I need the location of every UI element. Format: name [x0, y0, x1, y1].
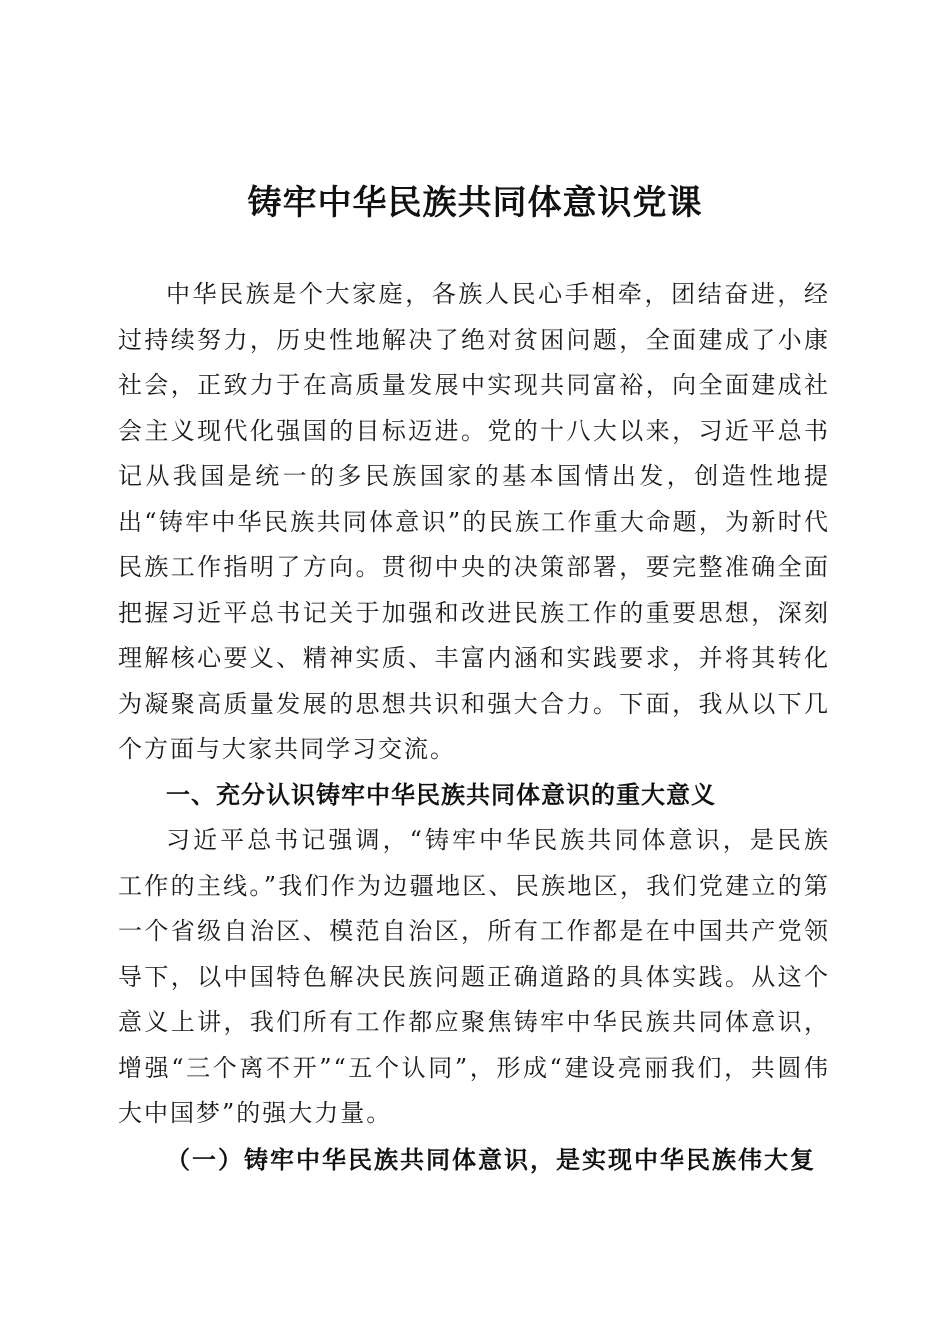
section-heading: 一、充分认识铸牢中华民族共同体意识的重大意义	[166, 780, 716, 809]
section-paragraph: 习近平总书记强调，“铸牢中华民族共同体意识，是民族工作的主线。”我们作为边疆地区、民族地区，我们党建立的第一个省级自治区、模范自治区，所有工作都是在中国共产党领导下，以中国特色解决民族问题正确道路的具体实践。从这个意义上讲，我们所有工作都应聚焦铸牢中华民族共同体意识，增强“三个离不开”“五个认同”，形成“建设亮丽我们，共圆伟大中国梦”的强大力量。	[118, 826, 830, 1127]
document-body	[118, 272, 830, 1182]
document-title: 铸牢中华民族共同体意识党课	[247, 183, 703, 223]
subsection-heading: （一）铸牢中华民族共同体意识，是实现中华民族伟大复	[166, 1144, 816, 1174]
intro-paragraph: 中华民族是个大家庭，各族人民心手相牵，团结奋进，经过持续努力，历史性地解决了绝对贫困问题，全面建成了小康社会，正致力于在高质量发展中实现共同富裕，向全面建成社会主义现代化强国的目标迈进。党的十八大以来，习近平总书记从我国是统一的多民族国家的基本国情出发，创造性地提出“铸牢中华民族共同体意识”的民族工作重大命题，为新时代民族工作指明了方向。贯彻中央的决策部署，要完整准确全面把握习近平总书记关于加强和改进民族工作的重要思想，深刻理解核心要义、精神实质、丰富内涵和实践要求，并将其转化为凝聚高质量发展的思想共识和强大合力。下面，我从以下几个方面与大家共同学习交流。	[118, 280, 830, 763]
